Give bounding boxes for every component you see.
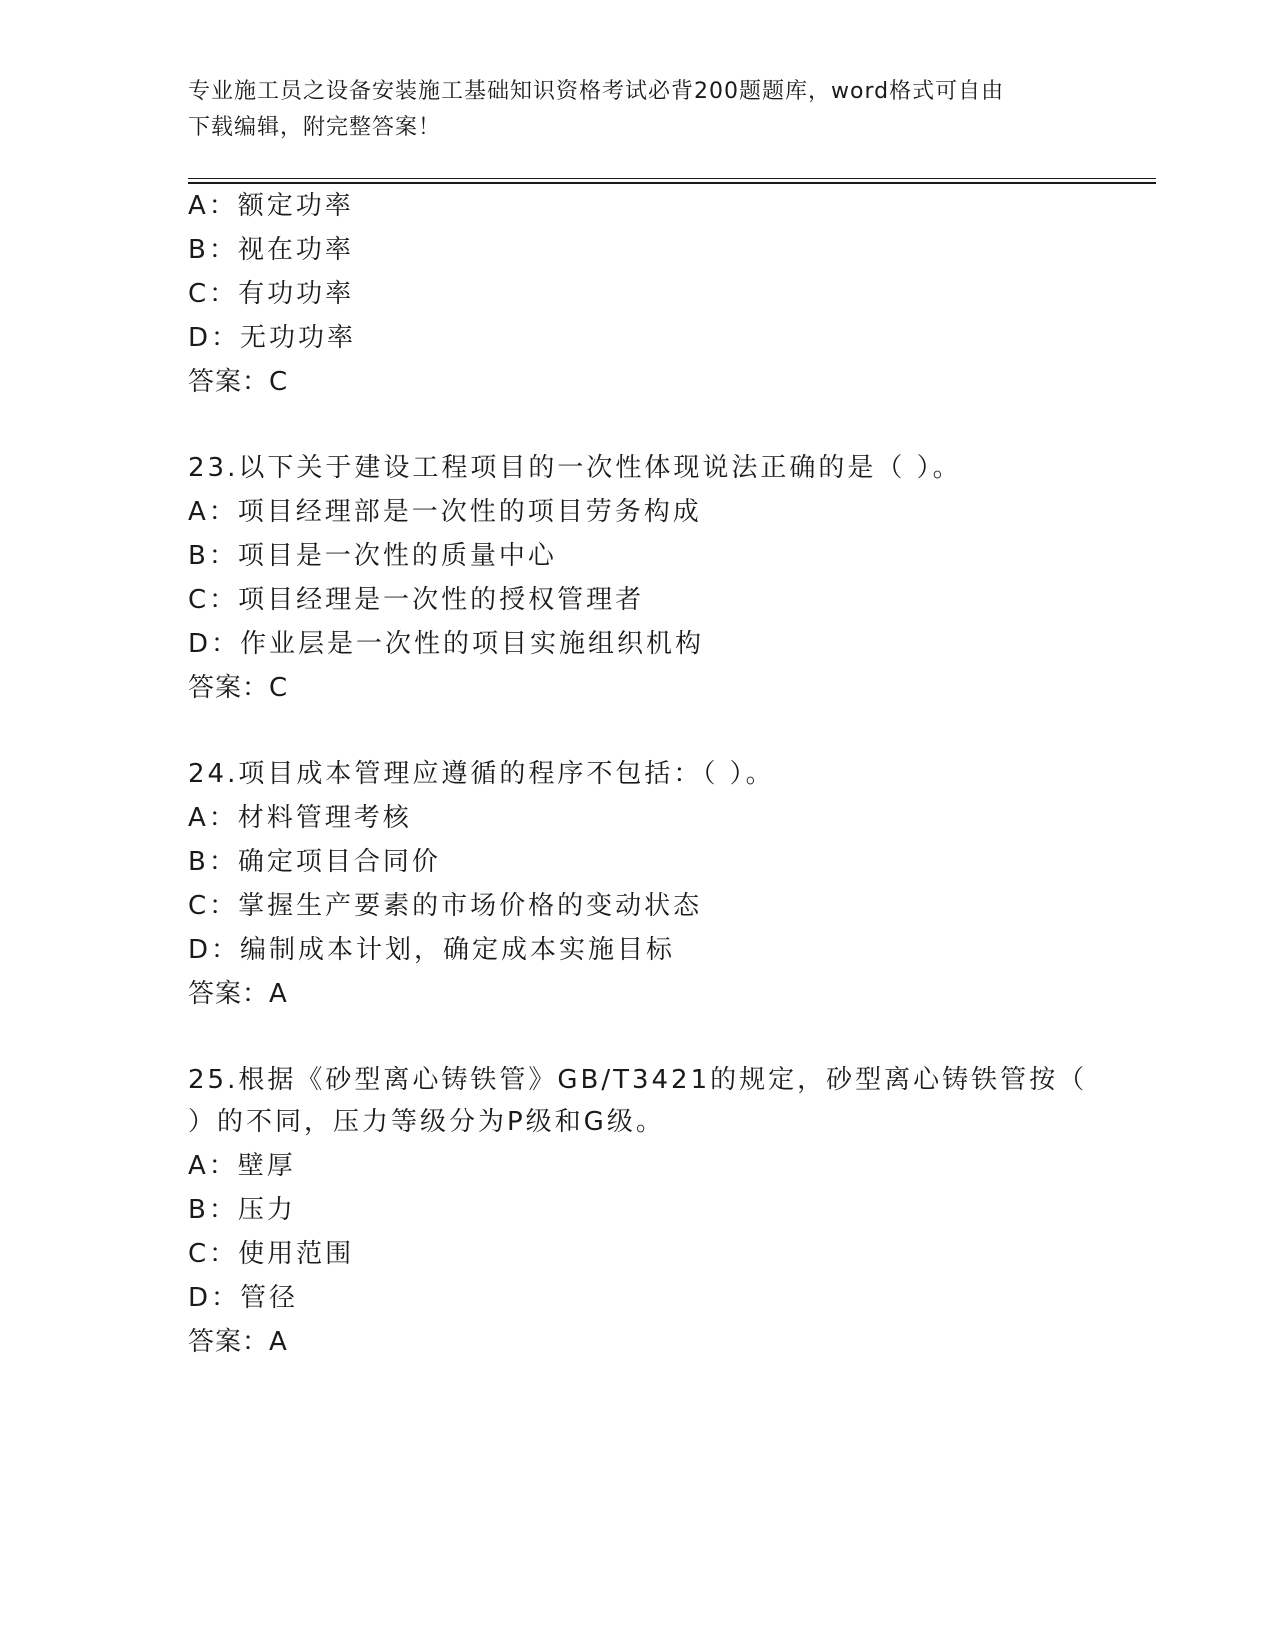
option-a: A：项目经理部是一次性的项目劳务构成 — [188, 497, 702, 527]
question-stem-continued: ）的不同，压力等级分为P级和G级。 — [188, 1107, 665, 1137]
option-b: B：压力 — [188, 1195, 296, 1225]
document-header — [188, 74, 1088, 146]
question-stem: 24.项目成本管理应遵循的程序不包括：（ ）。 — [188, 759, 775, 789]
option-c: C：有功功率 — [188, 279, 355, 309]
option-a: A：额定功率 — [188, 191, 354, 221]
header-line-2: 下载编辑，附完整答案！ — [188, 115, 442, 140]
answer: 答案：C — [188, 367, 289, 397]
question-stem: 23.以下关于建设工程项目的一次性体现说法正确的是（ ）。 — [188, 453, 962, 483]
option-d: D：无功功率 — [188, 323, 357, 353]
option-d: D：管径 — [188, 1283, 299, 1313]
option-b: B：项目是一次性的质量中心 — [188, 541, 557, 571]
answer: 答案：C — [188, 673, 289, 703]
option-c: C：掌握生产要素的市场价格的变动状态 — [188, 891, 703, 921]
option-b: B：确定项目合同价 — [188, 847, 441, 877]
question-stem: 25.根据《砂型离心铸铁管》GB/T3421的规定，砂型离心铸铁管按（ — [188, 1065, 1088, 1095]
header-line-1: 专业施工员之设备安装施工基础知识资格考试必背200题题库，word格式可自由 — [188, 79, 1005, 104]
answer: 答案：A — [188, 979, 288, 1009]
option-a: A：壁厚 — [188, 1151, 296, 1181]
option-c: C：使用范围 — [188, 1239, 355, 1269]
header-divider-top — [188, 178, 1156, 179]
option-d: D：编制成本计划，确定成本实施目标 — [188, 935, 676, 965]
option-a: A：材料管理考核 — [188, 803, 412, 833]
answer: 答案：A — [188, 1327, 288, 1357]
header-divider-bottom — [188, 182, 1156, 184]
option-c: C：项目经理是一次性的授权管理者 — [188, 585, 645, 615]
option-b: B：视在功率 — [188, 235, 354, 265]
option-d: D：作业层是一次性的项目实施组织机构 — [188, 629, 705, 659]
